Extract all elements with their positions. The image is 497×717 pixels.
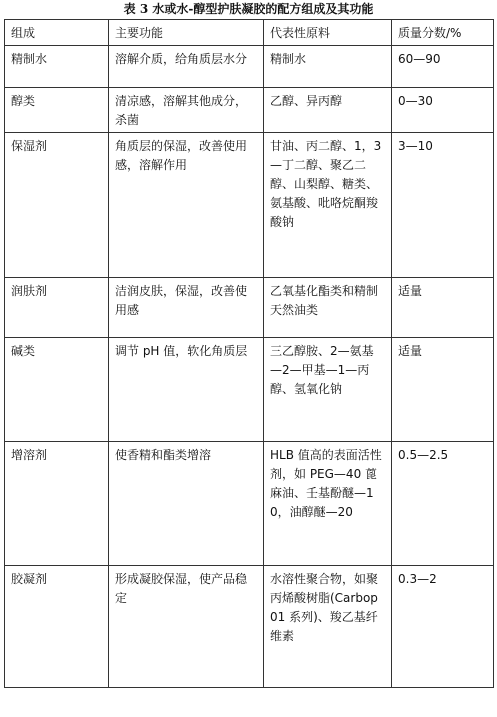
cell-materials: 乙醇、异丙醇 (264, 88, 392, 133)
cell-fraction: 0—30 (392, 88, 494, 133)
cell-component: 保湿剂 (5, 133, 109, 278)
cell-fraction: 0.3—2 (392, 566, 494, 688)
table-row (5, 46, 494, 88)
table-row (5, 566, 494, 688)
cell-fraction: 3—10 (392, 133, 494, 278)
table-row (5, 442, 494, 566)
cell-function: 调节 pH 值，软化角质层 (109, 338, 264, 442)
cell-function: 清凉感，溶解其他成分，杀菌 (109, 88, 264, 133)
header-component: 组成 (5, 20, 109, 46)
cell-fraction: 60—90 (392, 46, 494, 88)
cell-component: 胶凝剂 (5, 566, 109, 688)
table-row (5, 88, 494, 133)
cell-materials: 水溶性聚合物，如聚丙烯酸树脂(Carbop01 系列)、羧乙基纤维素 (264, 566, 392, 688)
table-row (5, 133, 494, 278)
header-materials: 代表性原料 (264, 20, 392, 46)
cell-materials: 精制水 (264, 46, 392, 88)
cell-fraction: 适量 (392, 338, 494, 442)
table-header-row (5, 20, 494, 46)
cell-fraction: 适量 (392, 278, 494, 338)
cell-component: 润肤剂 (5, 278, 109, 338)
cell-function: 角质层的保湿，改善使用感，溶解作用 (109, 133, 264, 278)
cell-function: 使香精和酯类增溶 (109, 442, 264, 566)
cell-component: 碱类 (5, 338, 109, 442)
cell-component: 增溶剂 (5, 442, 109, 566)
table-caption: 表 3 水或水-醇型护肤凝胶的配方组成及其功能 (123, 2, 374, 16)
cell-component: 精制水 (5, 46, 109, 88)
header-function: 主要功能 (109, 20, 264, 46)
cell-component: 醇类 (5, 88, 109, 133)
table-row (5, 278, 494, 338)
cell-function: 溶解介质，给角质层水分 (109, 46, 264, 88)
cell-fraction: 0.5—2.5 (392, 442, 494, 566)
cell-materials: HLB 值高的表面活性剂，如 PEG—40 蓖麻油、壬基酚醚—10，油醇醚—20 (264, 442, 392, 566)
formulation-table (4, 19, 494, 688)
header-fraction: 质量分数/% (392, 20, 494, 46)
cell-function: 形成凝胶保湿，使产品稳定 (109, 566, 264, 688)
cell-materials: 三乙醇胺、2—氨基—2—甲基—1—丙醇、氢氧化钠 (264, 338, 392, 442)
cell-materials: 乙氧基化酯类和精制天然油类 (264, 278, 392, 338)
table-row (5, 338, 494, 442)
cell-function: 洁润皮肤，保湿，改善使用感 (109, 278, 264, 338)
cell-materials: 甘油、丙二醇、1，3—丁二醇、聚乙二醇、山梨醇、糖类、氨基酸、吡咯烷酮羧酸钠 (264, 133, 392, 278)
